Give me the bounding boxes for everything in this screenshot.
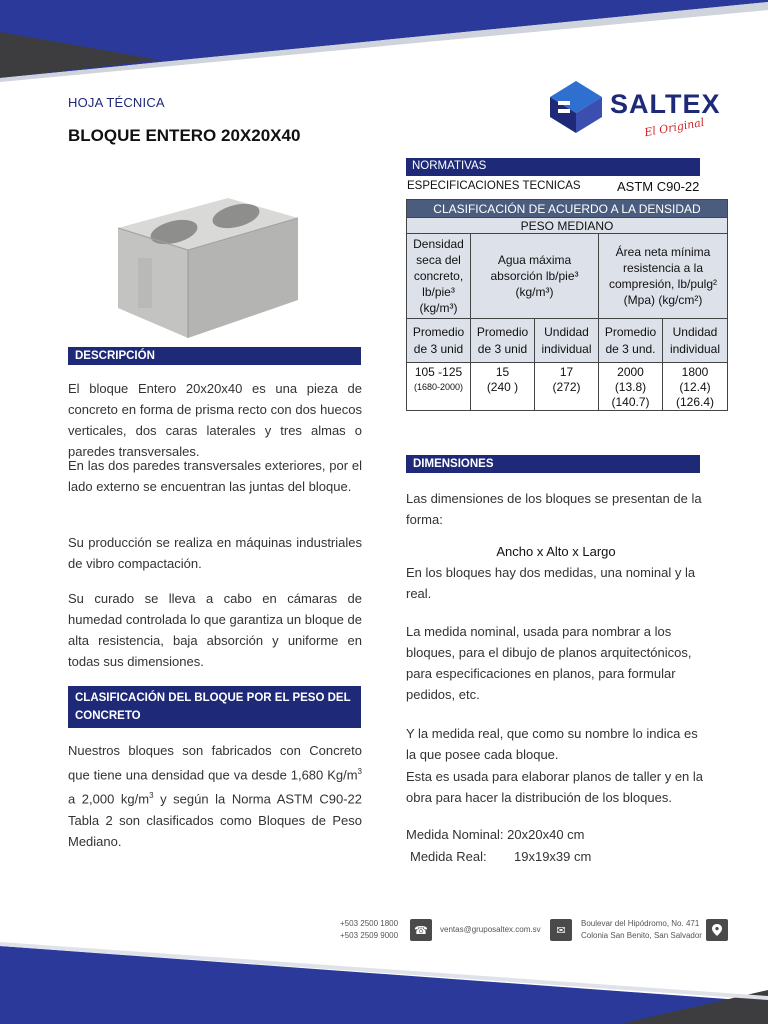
logo-wordmark: SALTEX (610, 89, 721, 119)
subheader-absorption-ind: Undidad individual (535, 319, 599, 363)
location-pin-icon[interactable] (706, 919, 728, 941)
subheader-compression-avg: Promedio de 3 und. (599, 319, 663, 363)
cell-absorption-avg: 15 (240 ) (471, 363, 535, 411)
real-measure: Medida Real: 19x19x39 cm (410, 849, 592, 864)
top-blue-band (0, 0, 768, 78)
bottom-blue-band (0, 946, 768, 1024)
astm-standard: ASTM C90-22 (617, 179, 700, 194)
descripcion-heading: DESCRIPCIÓN (68, 347, 361, 365)
logo-mark-icon (546, 75, 606, 135)
descripcion-paragraph-3: Su curado se lleva a cabo en cámaras de humedad controlada lo que garantiza un bloque de alta resistencia, baja absorción y uniforme en todas sus dimensiones. (68, 591, 362, 669)
descripcion-paragraph-1b: En las dos paredes transversales exteriores, por el lado externo se encuentran las juntas del bloque. (68, 458, 362, 494)
header-absorption: Agua máxima absorción lb/pie³ (kg/m³) (471, 234, 599, 319)
dimensiones-paragraph-2: En los bloques hay dos medidas, una nominal y la real. (406, 565, 696, 601)
dimensiones-paragraph-1: Las dimensiones de los bloques se presentan de la forma: (406, 491, 702, 527)
normativas-heading: NORMATIVAS (406, 158, 700, 176)
cell-density: 105 -125 (1680-2000) (407, 363, 471, 411)
footer-email[interactable]: ventas@gruposaltex.com.sv (440, 925, 541, 934)
specifications-label: ESPECIFICACIONES TECNICAS (407, 180, 581, 192)
footer-address: Boulevar del Hipódromo, No. 471 Colonia San Benito, San Salvador (581, 919, 702, 940)
dimensiones-heading: DIMENSIONES (406, 455, 700, 473)
descripcion-paragraph-2: Su producción se realiza en máquinas industriales de vibro compactación. (68, 535, 362, 571)
clasificacion-paragraph: Nuestros bloques son fabricados con Concreto que tiene una densidad que va desde 1,680 $Kg/m^3$ a 2,000 $kg/m^3$ y según la Norma ASTM C90-22 Tabla 2 son clasificados como Bloques de Peso Mediano. (68, 743, 363, 849)
table-subtitle: PESO MEDIANO (407, 218, 728, 234)
subheader-absorption-avg: Promedio de 3 unid (471, 319, 535, 363)
footer-contact (330, 912, 740, 952)
saltex-logo (546, 75, 736, 145)
table-title: CLASIFICACIÓN DE ACUERDO A LA DENSIDAD (407, 200, 728, 218)
header-compression: Área neta mínima resistencia a la compresión, lb/pulg² (Mpa) (kg/cm²) (599, 234, 728, 319)
descripcion-paragraph-1: El bloque Entero 20x20x40 es una pieza de concreto en forma de prisma recto con dos huecos verticales, dos caras laterales y tres almas o paredes transversales. (68, 381, 362, 459)
header-density: Densidad seca del concreto, lb/pie³ (kg/m³) (407, 234, 471, 319)
footer-phones: +503 2500 1800 +503 2509 9000 (340, 919, 399, 940)
clasificacion-heading: CLASIFICACIÓN DEL BLOQUE POR EL PESO DEL CONCRETO (68, 686, 361, 728)
dimensiones-paragraph-4b: Esta es usada para elaborar planos de taller y en la obra para hacer la distribución de los bloques. (406, 769, 704, 805)
page-title: BLOQUE ENTERO 20X20X40 (68, 126, 301, 145)
cell-absorption-ind: 17 (272) (535, 363, 599, 411)
density-classification-table (406, 199, 728, 411)
dimensiones-paragraph-3: La medida nominal, usada para nombrar a los bloques, para el dibujo de planos arquitectónicos, para especificaciones en planos, para formular pedidos, etc. (406, 624, 692, 702)
dimensiones-formula: Ancho x Alto x Largo (496, 544, 616, 559)
logo-tagline: El Original (643, 115, 706, 140)
subheader-compression-ind: Undidad individual (663, 319, 728, 363)
phone-icon[interactable]: ☎ (410, 919, 432, 941)
subheader-density-avg: Promedio de 3 unid (407, 319, 471, 363)
cell-compression-avg: 2000 (13.8) (140.7) (599, 363, 663, 411)
cell-compression-ind: 1800 (12.4) (126.4) (663, 363, 728, 411)
mail-icon[interactable]: ✉ (550, 919, 572, 941)
nominal-measure: Medida Nominal: 20x20x40 cm (406, 827, 585, 842)
document-type: HOJA TÉCNICA (68, 95, 165, 110)
concrete-block-image (108, 158, 308, 338)
dimensiones-paragraph-4: Y la medida real, que como su nombre lo indica es la que posee cada bloque. (406, 726, 698, 762)
